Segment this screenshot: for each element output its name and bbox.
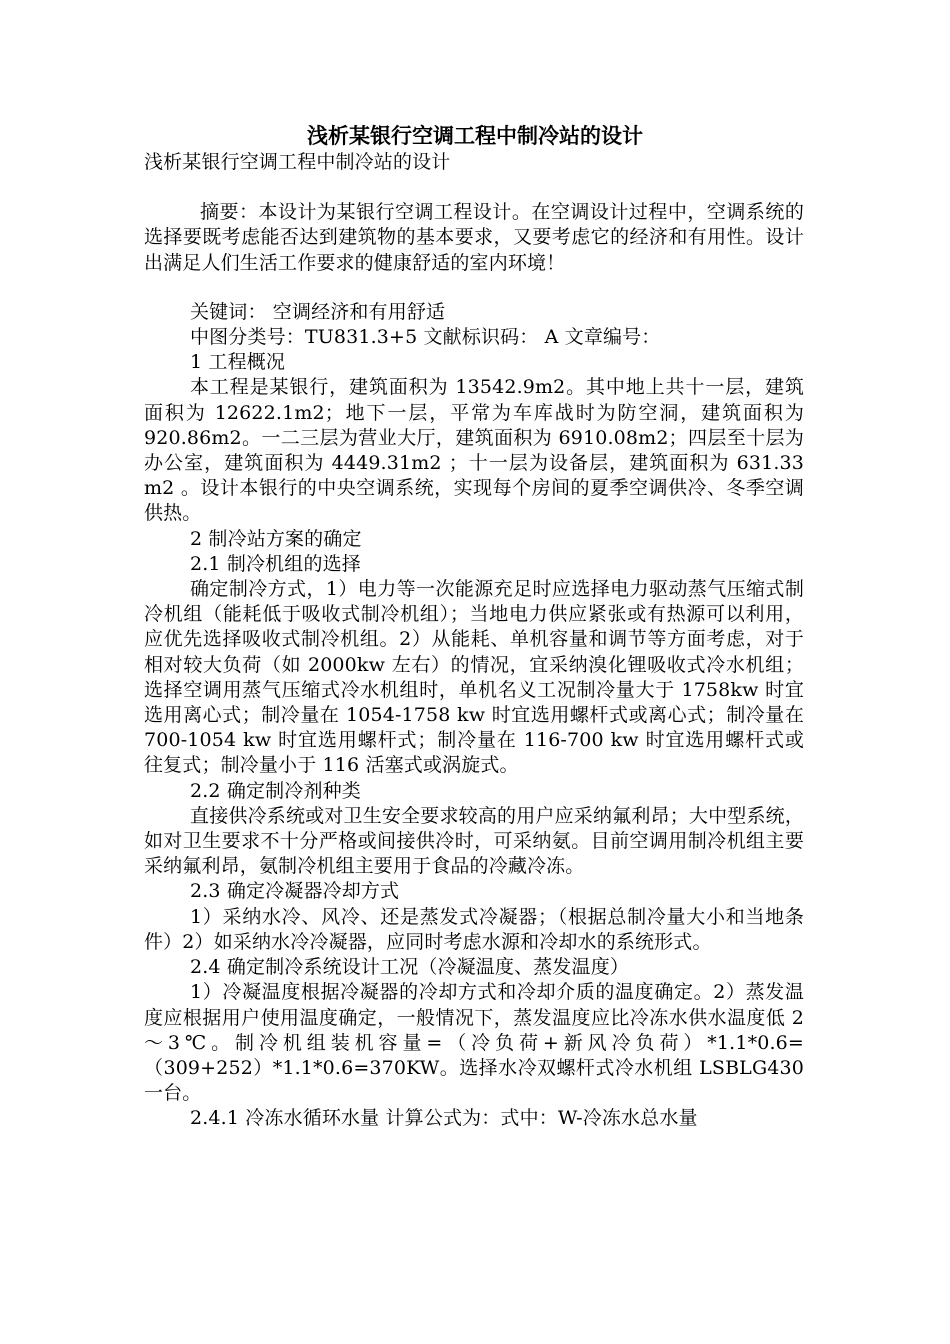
document-title: 浅析某银行空调工程中制冷站的设计 bbox=[307, 124, 643, 148]
keywords-line: 关键词： 空调经济和有用舒适 bbox=[190, 300, 446, 323]
subsection-heading: 2.4 确定制冷系统设计工况（冷凝温度、蒸发温度） bbox=[190, 956, 630, 979]
body-paragraph: 1）采纳水冷、风冷、还是蒸发式冷凝器；（根据总制冷量大小和当地条件）2）如采纳水冷冷凝器，应同时考虑水源和冷却水的系统形式。 bbox=[144, 905, 804, 953]
subsection-heading: 2.3 确定冷凝器冷却方式 bbox=[190, 880, 400, 903]
subsection-heading: 2.1 制冷机组的选择 bbox=[190, 552, 361, 575]
section-heading: 1 工程概况 bbox=[190, 351, 286, 374]
body-paragraph: 1）冷凝温度根据冷凝器的冷却方式和冷却介质的温度确定。2）蒸发温度应根据用户使用温度确定，一般情况下，蒸发温度应比冷冻水供水温度低 2～3℃。制冷机组装机容量=（冷负荷+新风冷负荷）*1.1*0.6=（309+252）*1.1*0.6=370KW。选择水冷双螺杆式冷水机组 LSBLG430 一台。 bbox=[144, 981, 804, 1105]
spacer bbox=[144, 175, 804, 200]
subsection-heading: 2.2 确定制冷剂种类 bbox=[190, 779, 361, 802]
body-paragraph: 直接供冷系统或对卫生安全要求较高的用户应采纳氟利昂；大中型系统，如对卫生要求不十分严格或间接供冷时，可采纳氨。目前空调用制冷机组主要采纳氟利昂，氨制冷机组主要用于食品的冷藏冷冻。 bbox=[144, 804, 804, 878]
document-subtitle: 浅析某银行空调工程中制冷站的设计 bbox=[144, 151, 451, 173]
abstract-paragraph: 摘要：本设计为某银行空调工程设计。在空调设计过程中，空调系统的选择要既考虑能否达到建筑物的基本要求，又要考虑它的经济和有用性。设计出满足人们生活工作要求的健康舒适的室内环境！ bbox=[144, 201, 804, 274]
section-heading: 2 制冷站方案的确定 bbox=[190, 527, 362, 550]
classification-line: 中图分类号：TU831.3+5 文献标识码： A 文章编号： bbox=[190, 326, 661, 349]
body-paragraph: 确定制冷方式，1）电力等一次能源充足时应选择电力驱动蒸气压缩式制冷机组（能耗低于吸收式制冷机组）；当地电力供应紧张或有热源可以利用，应优先选择吸收式制冷机组。2）从能耗、单机容量和调节等方面考虑，对于相对较大负荷（如 2000kw 左右）的情况，宜采纳溴化锂吸收式冷水机组；选择空调用蒸气压缩式冷水机组时，单机名义工况制冷量大于 1758kw 时宜选用离心式；制冷量在 1054-1758 kw 时宜选用螺杆式或离心式；制冷量在 700-1054 kw 时宜选用螺杆式；制冷量在 116-700 kw 时宜选用螺杆式或往复式；制冷量小于 116 活塞式或涡旋式。 bbox=[144, 578, 804, 777]
subsection-heading: 2.4.1 冷冻水循环水量 计算公式为：式中：W-冷冻水总水量 bbox=[190, 1107, 698, 1130]
spacer bbox=[144, 276, 804, 300]
body-paragraph: 本工程是某银行，建筑面积为 13542.9m2。其中地上共十一层，建筑面积为 12622.1m2；地下一层，平常为车库战时为防空洞，建筑面积为 920.86m2。一二三层为营业大厅，建筑面积为 6910.08m2；四层至十层为办公室，建筑面积为 4449.31m2 ；十一层为设备层，建筑面积为 631.33 m2 。设计本银行的中央空调系统，实现每个房间的夏季空调供冷、冬季空调供热。 bbox=[144, 376, 804, 525]
document-body bbox=[144, 150, 804, 1132]
